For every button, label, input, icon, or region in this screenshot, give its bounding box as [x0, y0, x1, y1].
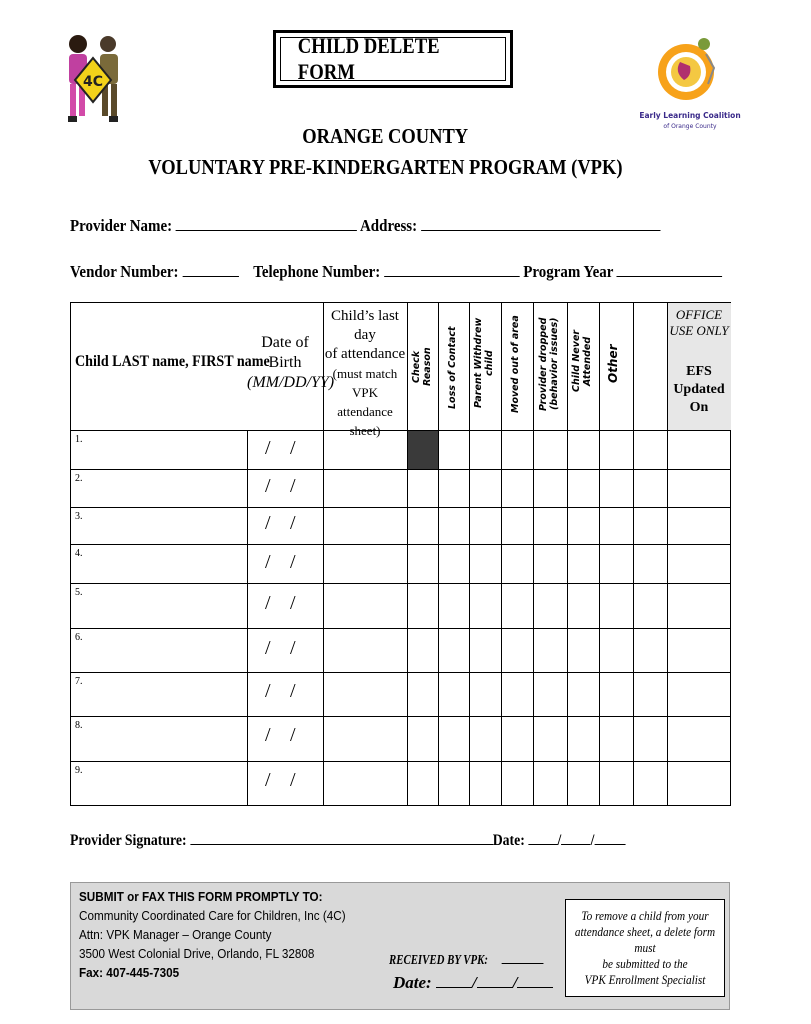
date-slash: /	[290, 437, 296, 459]
row-number: 1.	[75, 434, 83, 445]
office-use-header	[667, 307, 731, 339]
address-field[interactable]	[421, 216, 660, 231]
date-slash: /	[265, 551, 271, 573]
efs-updated-header	[667, 363, 731, 417]
date-slash: /	[265, 437, 271, 459]
received-label: RECEIVED BY VPK:	[389, 953, 489, 968]
signature-date-day[interactable]	[561, 830, 590, 845]
received-date: Date: / /	[393, 973, 553, 993]
program-year-field[interactable]	[617, 262, 723, 277]
submit-address: 3500 West Colonial Drive, Orlando, FL 32808	[79, 946, 315, 961]
form-title: CHILD DELETE FORM	[297, 33, 440, 84]
date-slash: /	[290, 475, 296, 497]
note-line-3: be submitted to the	[602, 957, 688, 971]
date-slash: /	[265, 637, 271, 659]
date-slash: /	[265, 592, 271, 614]
last-day-column-header	[323, 307, 407, 440]
signature-date-month[interactable]	[528, 830, 557, 845]
note-line-2: attendance sheet, a delete form must	[574, 925, 716, 955]
reason-header-provider-dropped: Provider dropped (behavior issues)	[538, 317, 560, 411]
signature-date-label: Date:	[492, 832, 525, 849]
date-slash: /	[265, 769, 271, 791]
early-learning-coalition-logo	[639, 26, 741, 136]
submit-attn: Attn: VPK Manager – Orange County	[79, 927, 272, 942]
dob-header-text: Date of Birth	[261, 334, 309, 371]
provider-name-label: Provider Name:	[70, 216, 173, 235]
program-heading: VOLUNTARY PRE-KINDERGARTEN PROGRAM (VPK)	[147, 155, 623, 179]
date-slash: /	[290, 551, 296, 573]
last-day-note-line-2: VPK attendance	[337, 385, 393, 419]
submit-info-box	[70, 882, 730, 1010]
address-label: Address:	[360, 216, 418, 235]
date-slash: /	[265, 680, 271, 702]
last-day-note-line-3: sheet)	[349, 423, 381, 438]
vendor-line	[70, 262, 811, 282]
submit-fax: Fax: 407-445-7305	[79, 965, 180, 980]
row-number: 9.	[75, 765, 83, 776]
name-column-header: Child LAST name, FIRST name	[75, 353, 270, 370]
date-slash: /	[290, 724, 296, 746]
received-date-month[interactable]	[436, 973, 472, 988]
telephone-label: Telephone Number:	[253, 262, 381, 281]
reason-header-moved-out: Moved out of area	[510, 315, 521, 413]
received-date-year[interactable]	[517, 973, 553, 988]
received-date-label: Date:	[393, 973, 432, 992]
county-heading: ORANGE COUNTY	[302, 124, 468, 148]
reason-header-parent-withdrew: Parent Withdrew child	[473, 317, 495, 409]
telephone-field[interactable]	[384, 262, 520, 277]
4c-logo	[64, 30, 122, 126]
date-slash: /	[265, 512, 271, 534]
last-day-header-line-2: of attendance	[324, 346, 406, 362]
instruction-note	[565, 899, 725, 997]
received-date-day[interactable]	[477, 973, 513, 988]
received-by-vpk	[389, 951, 571, 969]
note-line-1: To remove a child from your	[581, 909, 709, 923]
date-slash: /	[290, 769, 296, 791]
form-title-box	[273, 30, 513, 88]
office-use-line-1: OFFICE	[675, 307, 723, 322]
row-number: 4.	[75, 548, 83, 559]
row-number: 3.	[75, 511, 83, 522]
reason-header-loss-of-contact: Loss of Contact	[447, 326, 458, 410]
note-line-4: VPK Enrollment Specialist	[584, 973, 706, 987]
submit-title: SUBMIT or FAX THIS FORM PROMPTLY TO:	[79, 889, 323, 904]
last-day-header-line-1: Child’s last day	[331, 308, 399, 343]
provider-signature-label: Provider Signature:	[70, 832, 187, 849]
efs-line-1: EFS	[686, 364, 712, 379]
child-delete-table	[70, 302, 731, 806]
logo-county-text: of Orange County	[663, 123, 717, 130]
check-reason-shade	[407, 430, 438, 469]
reason-header-never-attended: Child Never Attended	[571, 329, 593, 393]
signature-date-year[interactable]	[594, 830, 625, 845]
row-number: 6.	[75, 632, 83, 643]
logo-name-text: Early Learning Coalition	[639, 111, 741, 120]
program-year-label: Program Year	[523, 262, 614, 281]
date-slash: /	[290, 637, 296, 659]
dob-format-text: (MM/DD/YY)	[247, 374, 335, 391]
date-slash: /	[290, 592, 296, 614]
row-number: 2.	[75, 473, 83, 484]
row-number: 7.	[75, 676, 83, 687]
provider-line	[70, 216, 741, 236]
date-slash: /	[265, 475, 271, 497]
provider-name-field[interactable]	[176, 216, 357, 231]
signature-line: Provider Signature: Date: / /	[70, 830, 716, 850]
provider-signature-field[interactable]	[190, 830, 493, 845]
date-slash: /	[290, 512, 296, 534]
vendor-number-label: Vendor Number:	[70, 262, 179, 281]
date-slash: /	[265, 724, 271, 746]
reason-header-check-reason: Check Reason	[411, 347, 433, 387]
last-day-note-line-1: (must match	[332, 366, 398, 381]
date-slash: /	[290, 680, 296, 702]
4c-logo-text: 4C	[82, 74, 104, 90]
vendor-number-field[interactable]	[182, 262, 238, 277]
received-field[interactable]	[502, 951, 544, 964]
reason-header-other: Other	[606, 344, 620, 384]
office-use-line-2: USE ONLY	[669, 323, 729, 338]
efs-line-2: Updated On	[673, 382, 725, 415]
submit-org: Community Coordinated Care for Children, Inc (4C)	[79, 908, 346, 923]
row-number: 8.	[75, 720, 83, 731]
row-number: 5.	[75, 587, 83, 598]
dob-column-header	[247, 333, 335, 393]
